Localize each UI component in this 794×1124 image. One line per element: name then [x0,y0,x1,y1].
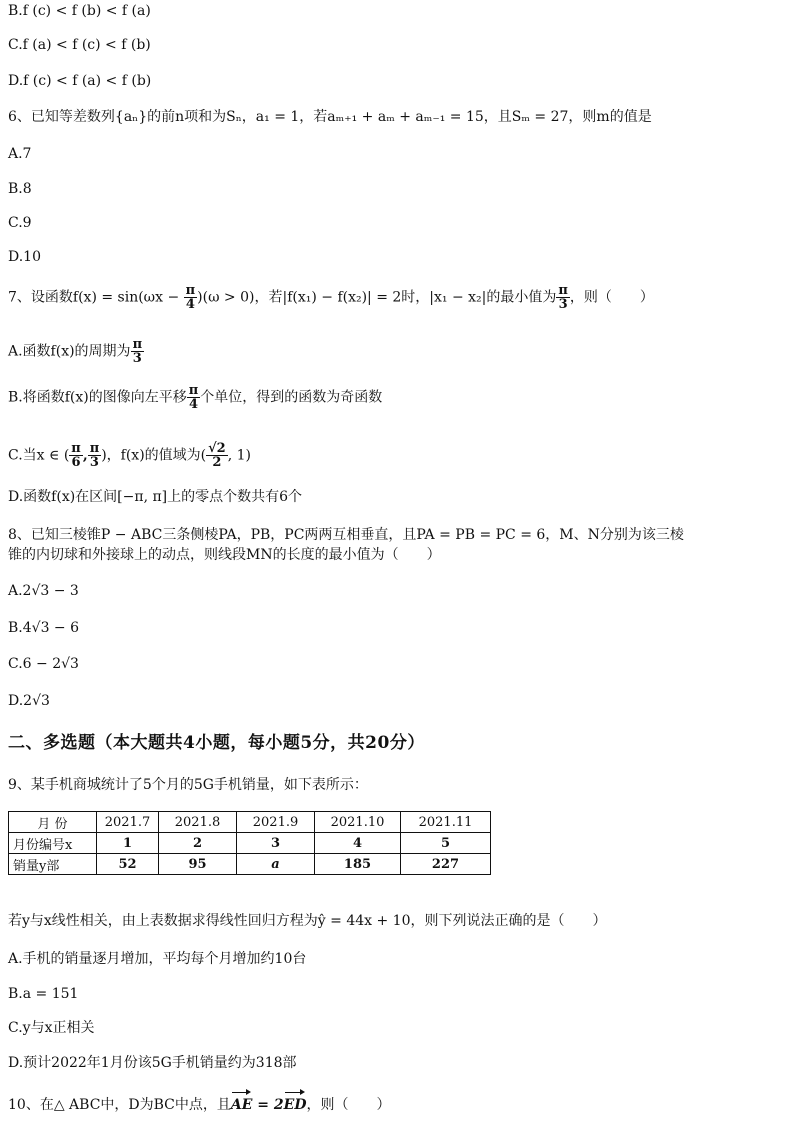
fraction-pi-over-3: $\frac{\pi}{3}$ [89,441,100,470]
q7-option-c: C.当x ∈ ( $\frac{\pi}{6}$ , $\frac{\pi}{3}$ )，f(x)的值域为( $\frac{√2}{2}$ , 1) [8,441,252,470]
table-row [9,812,491,833]
q8-stem-line2: 锥的内切球和外接球上的动点，则线段MN的长度的最小值为（ ） [8,547,441,563]
table-cell: 52 [97,854,159,875]
q8-option-c: C.6 − 2√3 [8,656,79,672]
fraction-pi-over-4: $\frac{\pi}{4}$ [185,283,196,312]
fraction-pi-over-4: $\frac{\pi}{4}$ [188,383,199,412]
q6-option-a: A.7 [8,146,32,162]
q9-intro: 9、某手机商城统计了5个月的5G手机销量，如下表所示： [8,777,368,793]
q7-option-d: D.函数f(x)在区间[−π, π]上的零点个数共有6个 [8,489,303,505]
table-cell: 185 [315,854,401,875]
q7-stem-part2: )(ω > 0)，若|f(x₁) − f(x₂)| = 2时，|x₁ − x₂|的最小值为 [197,289,557,306]
q6-option-c: C.9 [8,215,32,231]
q8-option-b: B.4√3 − 6 [8,620,80,636]
table-cell: a [237,854,315,875]
fraction-pi-over-3: $\frac{\pi}{3}$ [558,283,568,312]
q9-stem: 若y与x线性相关，由上表数据求得线性回归方程为ŷ = 44x + 10，则下列说法正确的是（ ） [8,913,607,929]
table-cell: 4 [315,833,401,854]
table-row [9,833,491,854]
table-cell: 227 [401,854,491,875]
fraction-pi-over-3: $\frac{\pi}{3}$ [132,337,143,366]
q7-stem [8,284,654,311]
section-heading: 二、多选题（本大题共4小题，每小题5分，共20分） [8,733,425,753]
table-header-cell: 2021.10 [315,812,401,833]
fraction-pi-over-6: $\frac{\pi}{6}$ [71,441,81,470]
vector-ae: AE [231,1094,253,1116]
vector-ed: ED [284,1094,307,1116]
q9-option-b: B.a = 151 [8,986,79,1002]
q9-option-a: A.手机的销量逐月增加，平均每个月增加约10台 [8,951,307,967]
table-cell: 销量y部 [9,854,97,875]
table-cell: 95 [159,854,237,875]
table-header-cell: 2021.11 [401,812,491,833]
q7-stem-part1: 7、设函数f(x) = sin(ωx − [8,289,184,306]
fraction-sqrt2-over-2: $\frac{√2}{2}$ [208,441,226,470]
table-cell: 1 [97,833,159,854]
q7-stem-part3: ，则（ ） [569,289,654,306]
q8-stem-line1: 8、已知三棱锥P − ABC三条侧棱PA，PB，PC两两互相垂直，且PA = PB = PC = 6，M、N分别为该三棱 [8,527,684,543]
table-cell: 月份编号x [9,833,97,854]
q7-option-a: A.函数f(x)的周期为 $\frac{\pi}{3}$ [8,337,143,366]
table-cell: 2 [159,833,237,854]
prev-option-c: C.f (a) < f (c) < f (b) [8,37,151,53]
q6-stem: 6、已知等差数列{aₙ}的前n项和为Sₙ，a₁ = 1，若aₘ₊₁ + aₘ + aₘ₋₁ = 15，且Sₘ = 27，则m的值是 [8,109,652,125]
q6-option-d: D.10 [8,249,41,265]
table-header-cell: 2021.7 [97,812,159,833]
q7-option-b: B.将函数f(x)的图像向左平移 $\frac{\pi}{4}$ 个单位，得到的函数为奇函数 [8,383,383,412]
table-header-cell: 2021.8 [159,812,237,833]
q10-stem: 10、在△ ABC中，D为BC中点，且AE = 2ED，则（ ） [8,1094,390,1116]
q8-option-a: A.2√3 − 3 [8,583,79,599]
q9-option-c: C.y与x正相关 [8,1020,95,1036]
q6-option-b: B.8 [8,181,32,197]
prev-option-d: D.f (c) < f (a) < f (b) [8,73,152,89]
q9-option-d: D.预计2022年1月份该5G手机销量约为318部 [8,1055,297,1071]
table-cell: 5 [401,833,491,854]
sales-table [8,811,491,875]
table-header-cell: 2021.9 [237,812,315,833]
table-row [9,854,491,875]
table-cell: 3 [237,833,315,854]
q8-option-d: D.2√3 [8,693,50,709]
prev-option-b: B.f (c) < f (b) < f (a) [8,3,151,19]
table-header-cell: 月 份 [9,812,97,833]
